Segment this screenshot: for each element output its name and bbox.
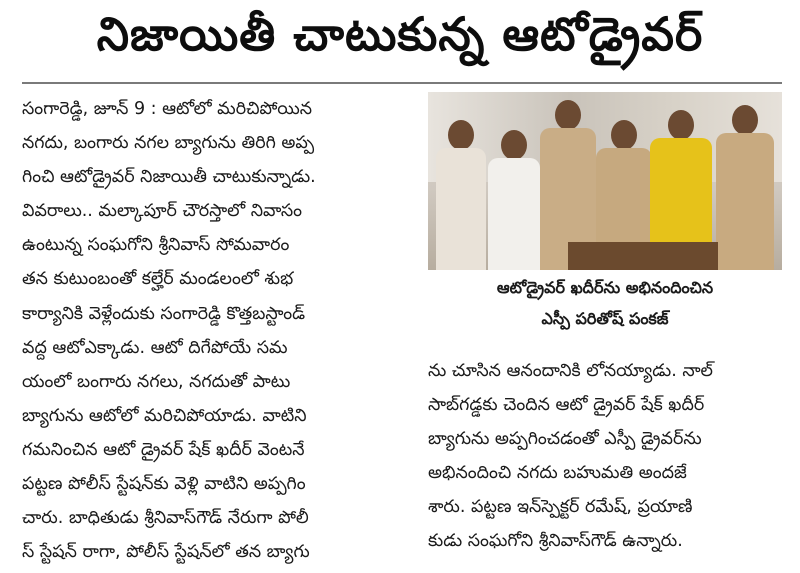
body-line: బ్యాగును ఆటోలో మరిచిపోయాడు. వాటిని (22, 405, 307, 426)
body-line: వద్ద ఆటోఎక్కాడు. ఆటో దిగేపోయే సమ (22, 337, 288, 358)
headline: నిజాయితీ చాటుకున్న ఆటోడ్రైవర్ (96, 7, 704, 61)
body-line: కార్యానికి వెళ్లేందుకు సంగారెడ్డి కొత్తబస్టాండ్ (22, 303, 306, 324)
body-line: గించి ఆటోడ్రైవర్ నిజాయితీ చాటుకున్నాడు. (22, 167, 316, 188)
body-line: తన కుటుంబంతో కల్హేర్ మండలంలో శుభ (22, 269, 294, 290)
photo-desk (568, 242, 718, 270)
body-line: వివరాలు.. మల్కాపూర్ చౌరస్తాలో నివాసం (22, 201, 302, 222)
body-line: సంగారెడ్డి, జూన్ 9 : ఆటోలో మరిచిపోయిన (22, 99, 313, 119)
caption-line: ఆటోడ్రైవర్ ఖదీర్‌ను అభినందించిన (496, 278, 714, 297)
body-line: నగదు, బంగారు నగల బ్యాగును తిరిగి అప్ప (22, 133, 315, 154)
body-line: పట్టణ పోలీస్ స్టేషన్‌కు వెళ్లి వాటిని అప్పగిం (22, 474, 306, 495)
body-line: చారు. బాధితుడు శ్రీనివాస్‌గౌడ్ నేరుగా పోలీ (22, 508, 309, 529)
news-photo (428, 92, 782, 270)
body-line: శారు. పట్టణ ఇన్‌స్పెక్టర్ రమేష్, ప్రయాణి (428, 497, 693, 518)
body-line: యంలో బంగారు నగలు, నగదుతో పాటు (22, 371, 291, 392)
person-2 (488, 130, 540, 270)
article-body-left (22, 92, 412, 562)
photo-caption (428, 272, 782, 338)
body-line: సాబ్‌గడ్డకు చెందిన ఆటో డ్రైవర్ షేక్ ఖదీర్ (428, 395, 705, 416)
body-line: ఉంటున్న సంఘగోని శ్రీనివాస్ సోమవారం (22, 235, 290, 256)
article-body-right (428, 354, 782, 554)
caption-line: ఎస్పీ పరితోష్ పంకజ్ (541, 309, 669, 328)
body-line: స్ స్టేషన్ రాగా, పోలీస్ స్టేషన్‌లో తన బ్యాగు (22, 542, 310, 563)
body-line: గమనించిన ఆటో డ్రైవర్ షేక్ ఖదీర్ వెంటనే (22, 439, 305, 460)
headline-divider (22, 82, 782, 84)
body-line: అభినందించి నగదు బహుమతి అందజే (428, 463, 687, 484)
body-line: ను చూసిన ఆనందానికి లోనయ్యాడు. నాల్ (428, 361, 713, 381)
body-line: బ్యాగును అప్పగించడంతో ఎస్పీ డ్రైవర్‌ను (428, 429, 702, 450)
body-line: కుడు సంఘగోని శ్రీనివాస్‌గౌడ్ ఉన్నారు. (428, 531, 683, 552)
person-1 (436, 120, 486, 270)
person-6 (716, 105, 774, 270)
